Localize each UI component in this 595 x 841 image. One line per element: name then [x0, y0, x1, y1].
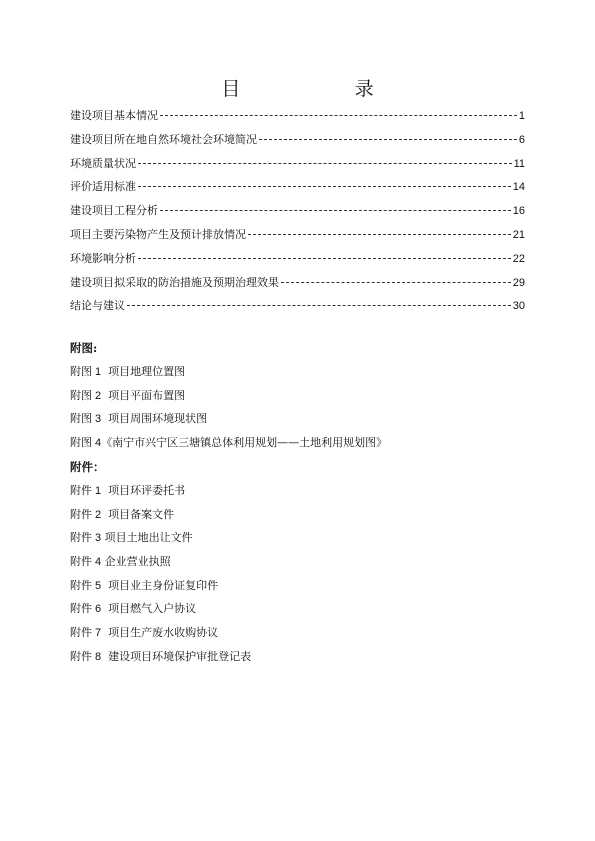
figure-item [70, 360, 525, 384]
attachment-prefix: 附件 6 [70, 603, 102, 616]
figures-section [70, 336, 525, 455]
page-title: 目 录 [221, 78, 392, 100]
attachment-title: 项目燃气入户协议 [101, 602, 197, 616]
attachment-item [70, 574, 525, 598]
toc-leader [259, 127, 517, 140]
toc-entry-page: 14 [512, 181, 525, 194]
toc-entry-page: 11 [513, 157, 525, 170]
toc-entry-label: 结论与建议 [70, 299, 125, 313]
attachment-title: 项目备案文件 [101, 507, 175, 521]
attachments-heading: 附件： [70, 460, 105, 474]
figure-item [70, 431, 525, 455]
figure-title: 《南宁市兴宁区三塘镇总体利用规划——土地利用规划图》 [101, 436, 388, 450]
toc-leader [160, 103, 517, 116]
figures-heading: 附图: [70, 341, 98, 355]
toc-leader [160, 198, 511, 211]
toc-leader [138, 246, 511, 259]
toc-entry-label: 环境质量状况 [70, 156, 136, 170]
attachment-prefix: 附件 3 [70, 532, 102, 545]
toc-leader [138, 151, 512, 164]
toc-entry-label: 评价适用标准 [70, 180, 136, 194]
attachment-item [70, 621, 525, 645]
toc-leader [248, 222, 511, 235]
figure-prefix: 附图 3 [70, 413, 102, 426]
attachment-prefix: 附件 2 [70, 508, 102, 521]
attachment-prefix: 附件 1 [70, 485, 102, 497]
toc-entry-page: 29 [512, 276, 525, 289]
attachment-title: 建设项目环境保护审批登记表 [101, 649, 252, 663]
figure-prefix: 附图 4 [70, 437, 102, 450]
toc-leader [127, 293, 511, 306]
attachment-item [70, 550, 525, 574]
figure-prefix: 附图 2 [70, 389, 102, 402]
toc-entry-label: 建设项目基本情况 [70, 109, 158, 122]
attachment-title: 项目生产废水收购协议 [101, 626, 219, 640]
figure-title: 项目地理位置图 [101, 365, 186, 378]
figure-item [70, 407, 525, 431]
attachment-title: 项目环评委托书 [101, 484, 186, 497]
figure-prefix: 附图 1 [70, 366, 102, 378]
figure-title: 项目周围环境现状图 [101, 412, 208, 426]
toc-entry-page: 6 [518, 133, 525, 146]
attachment-title: 项目土地出让文件 [101, 531, 193, 545]
attachments-section [70, 455, 525, 669]
toc-entry-page: 16 [512, 205, 525, 218]
toc-entry[interactable] [70, 296, 525, 320]
attachment-prefix: 附件 4 [70, 556, 102, 569]
attachment-title: 企业营业执照 [101, 555, 171, 569]
figure-title: 项目平面布置图 [101, 388, 186, 402]
attachment-prefix: 附件 8 [70, 650, 102, 663]
attachment-item [70, 645, 525, 669]
toc-entry-page: 30 [512, 300, 525, 313]
toc-entry-label: 建设项目所在地自然环境社会环境简况 [70, 132, 257, 146]
toc-entry-label: 建设项目拟采取的防治措施及预期治理效果 [70, 275, 279, 289]
attachment-item [70, 503, 525, 527]
toc-entry-label: 项目主要污染物产生及预计排放情况 [70, 227, 246, 241]
toc-leader [138, 174, 511, 187]
table-of-contents [70, 106, 525, 320]
attachment-prefix: 附件 7 [70, 627, 102, 640]
toc-leader [281, 270, 511, 283]
toc-entry-page: 1 [518, 110, 525, 122]
attachment-title: 项目业主身份证复印件 [101, 578, 219, 592]
toc-entry-label: 环境影响分析 [70, 251, 136, 265]
toc-entry-label: 建设项目工程分析 [70, 204, 158, 218]
attachment-item [70, 479, 525, 503]
figure-item [70, 384, 525, 408]
toc-entry-page: 22 [512, 252, 525, 265]
attachment-item [70, 597, 525, 621]
attachment-prefix: 附件 5 [70, 579, 102, 592]
attachment-item [70, 526, 525, 550]
toc-entry-page: 21 [512, 228, 525, 241]
